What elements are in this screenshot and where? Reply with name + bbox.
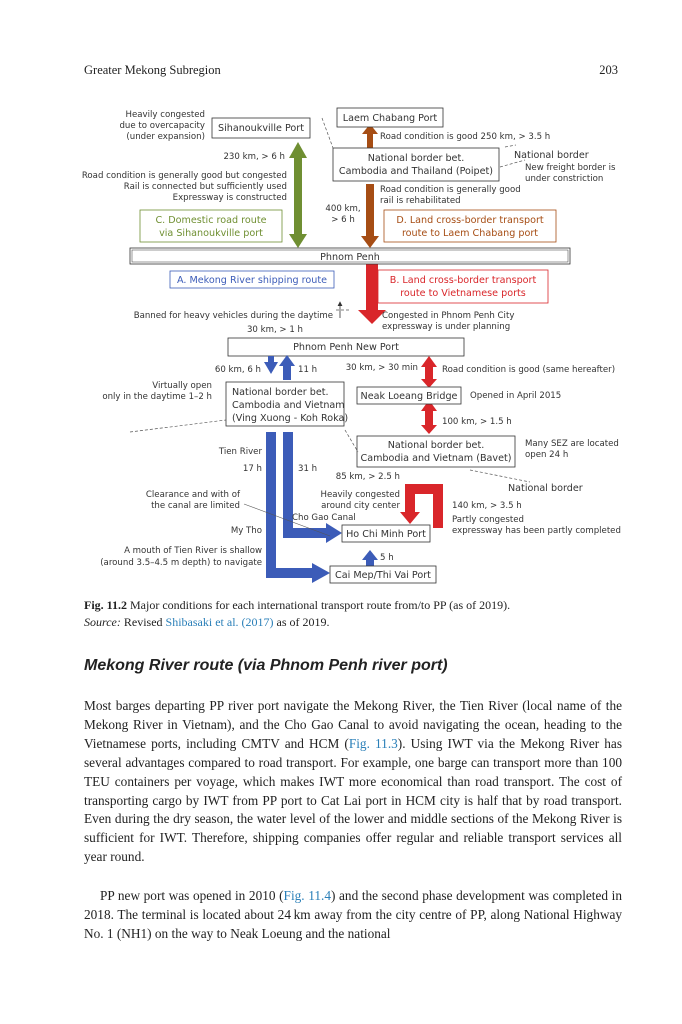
brown-route-arrow — [361, 124, 379, 248]
hcm-port-label: Ho Chi Minh Port — [346, 529, 426, 540]
note-d-road-1: Road condition is generally good — [380, 185, 521, 195]
note-heavily-congested-2: due to overcapacity — [119, 121, 205, 131]
note-national-border: National border — [514, 150, 589, 161]
note-c-road-1: Road condition is generally good but congested — [81, 171, 287, 181]
note-mouth-2: (around 3.5–4.5 m depth) to navigate — [100, 558, 262, 568]
note-heavily-congested-3: (under expansion) — [126, 132, 205, 142]
note-clearance-1: Clearance and with of — [145, 490, 240, 500]
note-heavily-congested-1: Heavily congested — [125, 110, 205, 120]
sihanoukville-port-label: Sihanoukville Port — [218, 123, 304, 134]
caption-source-pre: Revised — [120, 615, 166, 629]
note-dist-400-2: > 6 h — [331, 215, 355, 225]
note-partly-2: expressway has been partly completed — [452, 526, 621, 536]
note-dist-140: 140 km, > 3.5 h — [452, 501, 522, 511]
page-number: 203 — [599, 63, 618, 77]
note-road-good-250: Road condition is good 250 km, > 3.5 h — [380, 132, 551, 142]
border-bavet-line2: Cambodia and Vietnam (Bavet) — [360, 453, 512, 464]
paragraph-1-text-a: Most barges departing PP river port navigate the Mekong River, the Tien River (local name of the Mekong River in Vietnam), and the Cho Gao Canal to avoid navigating the ocean, heading to the Vietnamese ports, including CMTV and HCM ( — [84, 698, 622, 751]
route-c-line1: C. Domestic road route — [155, 215, 267, 226]
note-virtually-open-1: Virtually open — [152, 381, 212, 391]
note-many-sez-1: Many SEZ are located — [525, 439, 619, 449]
route-b-line1: B. Land cross-border transport — [389, 275, 537, 286]
note-dist-85: 85 km, > 2.5 h — [335, 472, 400, 482]
note-dist-31: 31 h — [298, 464, 318, 474]
route-d-line2: route to Laem Chabang port — [401, 228, 539, 239]
green-route-arrow — [289, 142, 307, 248]
note-new-freight-1: New freight border is — [525, 163, 616, 173]
figure-11-3-link[interactable]: Fig. 11.3 — [348, 735, 398, 751]
note-c-road-3: Expressway is constructed — [172, 193, 287, 203]
route-c-line2: via Sihanoukville port — [159, 228, 263, 239]
note-new-freight-2: under constriction — [525, 174, 604, 184]
route-d-line1: D. Land cross-border transport — [396, 215, 544, 226]
border-vingxuong-line2: Cambodia and Vietnam — [232, 400, 345, 411]
note-dist-5h: 5 h — [380, 553, 394, 563]
figure-caption — [84, 597, 624, 631]
note-d-road-2: rail is rehabilitated — [380, 196, 461, 206]
paragraph-1-text-b: ). Using IWT via the Mekong River has several advantages compared to road transport. For example, one barge can transport more than 100 TEU containers per voyage, which makes IWT more economical than road transport. The cost of transporting cargo by IWT from PP port to Cat Lai port in HCM city is half that by road transport. Even during the dry season, the water level of the lower and middle sections of the Mekong River is sufficient for IWT. Therefore, shipping companies offer regular and reliable transport services all year round. — [84, 735, 622, 865]
laem-chabang-port-label: Laem Chabang Port — [342, 113, 438, 124]
caption-label: Fig. 11.2 — [84, 598, 128, 612]
note-dist-230: 230 km, > 6 h — [223, 152, 285, 162]
route-b-line2: route to Vietnamese ports — [400, 288, 526, 299]
caption-source-post: as of 2019. — [273, 615, 330, 629]
caption-text: Major conditions for each international transport route from/to PP (as of 2019). — [127, 598, 511, 612]
note-opened-2015: Opened in April 2015 — [470, 391, 562, 401]
note-national-border-2: National border — [508, 483, 583, 494]
note-c-road-2: Rail is connected but sufficiently used — [123, 182, 287, 192]
paragraph-2-text-a: PP new port was opened in 2010 ( — [100, 888, 284, 903]
note-partly-1: Partly congested — [452, 515, 524, 525]
section-heading: Mekong River route (via Phnom Penh river port) — [84, 657, 448, 674]
note-congested-pp-2: expressway is under planning — [382, 322, 511, 332]
route-a-label: A. Mekong River shipping route — [176, 275, 328, 286]
paragraph-1 — [84, 697, 622, 867]
phnom-penh-label: Phnom Penh — [320, 252, 380, 263]
note-virtually-open-2: only in the daytime 1–2 h — [102, 392, 212, 402]
pp-new-port-label: Phnom Penh New Port — [293, 342, 399, 353]
note-road-good-same: Road condition is good (same hereafter) — [442, 365, 616, 375]
caption-source-label: Source: — [84, 615, 121, 629]
note-dist-11: 11 h — [298, 365, 318, 375]
note-dist-100: 100 km, > 1.5 h — [442, 417, 512, 427]
note-cho-gao: Cho Gao Canal — [292, 513, 356, 523]
note-banned: Banned for heavy vehicles during the daytime — [133, 311, 333, 321]
note-mouth-1: A mouth of Tien River is shallow — [124, 546, 262, 556]
note-dist-400-1: 400 km, — [325, 204, 361, 214]
border-bavet-line1: National border bet. — [387, 440, 485, 451]
note-heavy-city-1: Heavily congested — [320, 490, 400, 500]
border-vingxuong-line1: National border bet. — [232, 387, 329, 398]
note-dist-30-30min: 30 km, > 30 min — [345, 363, 418, 373]
neak-loeang-bridge-label: Neak Loeang Bridge — [360, 391, 458, 402]
border-poipet-line2: Cambodia and Thailand (Poipet) — [338, 166, 494, 177]
note-heavy-city-2: around city center — [321, 501, 400, 511]
note-my-tho: My Tho — [230, 526, 262, 536]
paragraph-2-text-b: ) and the second phase development was completed in 2018. The terminal is located about 24 km away from the city centre of PP, along National Highway No. 1 (NH1) on the way to Neak Loeung and the national — [84, 888, 622, 941]
note-dist-60: 60 km, 6 h — [214, 365, 261, 375]
note-congested-pp-1: Congested in Phnom Penh City — [382, 311, 515, 321]
running-header-title: Greater Mekong Subregion — [84, 63, 221, 77]
note-clearance-2: the canal are limited — [151, 501, 240, 511]
cai-mep-port-label: Cai Mep/Thi Vai Port — [335, 570, 431, 581]
border-vingxuong-line3: (Ving Xuong - Koh Roka) — [232, 413, 349, 424]
caption-source-reference-link[interactable]: Shibasaki et al. (2017) — [165, 615, 274, 629]
figure-11-4-link[interactable]: Fig. 11.4 — [283, 888, 331, 903]
note-tien-river: Tien River — [218, 447, 262, 457]
border-poipet-line1: National border bet. — [367, 153, 465, 164]
note-many-sez-2: open 24 h — [525, 450, 569, 460]
note-dist-30-1h: 30 km, > 1 h — [246, 325, 303, 335]
note-dist-17: 17 h — [242, 464, 262, 474]
paragraph-2 — [84, 887, 622, 944]
